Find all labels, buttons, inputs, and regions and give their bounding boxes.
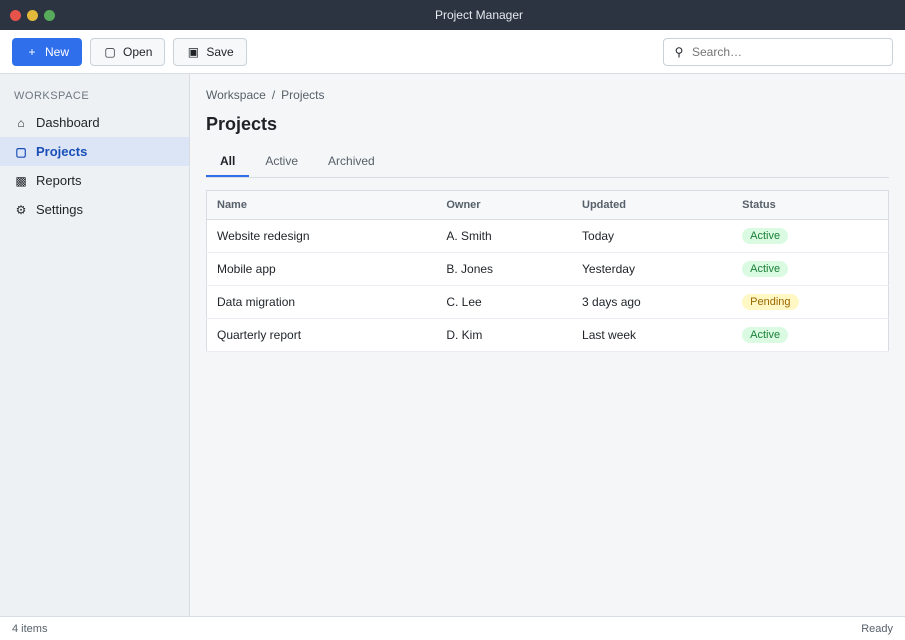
open-button[interactable] bbox=[90, 38, 165, 66]
table-cell: Quarterly report bbox=[207, 319, 437, 352]
table-row[interactable] bbox=[207, 220, 889, 253]
chart-icon: ▩ bbox=[15, 173, 27, 188]
column-header[interactable]: Owner bbox=[436, 191, 572, 220]
minimize-window-button[interactable] bbox=[27, 10, 38, 21]
table-cell: Mobile app bbox=[207, 253, 437, 286]
open-button-label: Open bbox=[123, 44, 153, 59]
maximize-window-button[interactable] bbox=[44, 10, 55, 21]
status-badge: Active bbox=[742, 261, 788, 277]
status-text: Ready bbox=[861, 622, 893, 635]
sidebar-section-label: WORKSPACE bbox=[14, 90, 90, 102]
sidebar-item-label: Dashboard bbox=[36, 115, 100, 130]
tab-archived[interactable]: Archived bbox=[328, 154, 375, 168]
sidebar-item-reports[interactable] bbox=[0, 166, 189, 195]
table-row[interactable] bbox=[207, 253, 889, 286]
home-icon: ⌂ bbox=[17, 115, 25, 130]
table-cell: Website redesign bbox=[207, 220, 437, 253]
projects-table bbox=[206, 190, 889, 352]
search-icon: ⚲ bbox=[674, 44, 684, 59]
folder-icon: ▢ bbox=[15, 144, 27, 159]
column-header[interactable]: Updated bbox=[572, 191, 732, 220]
content-area bbox=[0, 74, 905, 616]
breadcrumb-separator: / bbox=[271, 88, 276, 102]
search-box bbox=[663, 38, 893, 66]
save-button-label: Save bbox=[206, 44, 234, 59]
table-row[interactable] bbox=[207, 319, 889, 352]
table-cell bbox=[732, 220, 888, 253]
breadcrumb-link[interactable]: Workspace bbox=[206, 88, 266, 102]
folder-open-icon: ▢ bbox=[104, 44, 116, 59]
tab-all[interactable]: All bbox=[206, 147, 249, 177]
sidebar-item-dashboard[interactable] bbox=[0, 108, 189, 137]
table-cell: B. Jones bbox=[436, 253, 572, 286]
table-cell: A. Smith bbox=[436, 220, 572, 253]
window-title: Project Manager bbox=[434, 8, 524, 22]
close-window-button[interactable] bbox=[10, 10, 21, 21]
table-header-row bbox=[207, 191, 889, 220]
save-icon: ▣ bbox=[187, 44, 200, 59]
table-cell bbox=[732, 286, 888, 319]
sidebar bbox=[0, 74, 190, 616]
new-button-label: New bbox=[45, 44, 70, 59]
table-cell: Last week bbox=[572, 319, 732, 352]
window-controls bbox=[10, 10, 55, 21]
table-cell bbox=[732, 253, 888, 286]
gear-icon: ⚙ bbox=[15, 202, 27, 217]
plus-icon: + bbox=[28, 44, 36, 59]
status-item-count: 4 items bbox=[12, 622, 48, 635]
sidebar-item-label: Settings bbox=[36, 202, 83, 217]
sidebar-item-projects[interactable] bbox=[0, 137, 189, 166]
table-cell: Data migration bbox=[207, 286, 437, 319]
page-title: Projects bbox=[206, 114, 278, 134]
sidebar-item-label: Projects bbox=[36, 144, 88, 159]
toolbar bbox=[0, 30, 905, 74]
status-badge: Active bbox=[742, 228, 788, 244]
title-bar bbox=[0, 0, 905, 30]
table-cell: D. Kim bbox=[436, 319, 572, 352]
save-button[interactable] bbox=[173, 38, 246, 66]
tab-bar bbox=[206, 147, 889, 178]
status-badge: Active bbox=[742, 327, 788, 343]
breadcrumb bbox=[206, 88, 889, 102]
column-header[interactable]: Name bbox=[207, 191, 437, 220]
column-header[interactable]: Status bbox=[732, 191, 888, 220]
table-cell bbox=[732, 319, 888, 352]
breadcrumb-current: Projects bbox=[281, 88, 325, 102]
tab-active[interactable]: Active bbox=[265, 154, 299, 168]
new-button[interactable] bbox=[12, 38, 82, 66]
table-cell: Yesterday bbox=[572, 253, 732, 286]
table-cell: 3 days ago bbox=[572, 286, 732, 319]
table-cell: Today bbox=[572, 220, 732, 253]
table-row[interactable] bbox=[207, 286, 889, 319]
search-input[interactable] bbox=[692, 45, 884, 59]
sidebar-item-settings[interactable] bbox=[0, 195, 189, 224]
main-panel bbox=[190, 74, 905, 616]
status-badge: Pending bbox=[742, 294, 798, 310]
sidebar-item-label: Reports bbox=[36, 173, 82, 188]
status-bar bbox=[0, 616, 905, 640]
table-cell: C. Lee bbox=[436, 286, 572, 319]
